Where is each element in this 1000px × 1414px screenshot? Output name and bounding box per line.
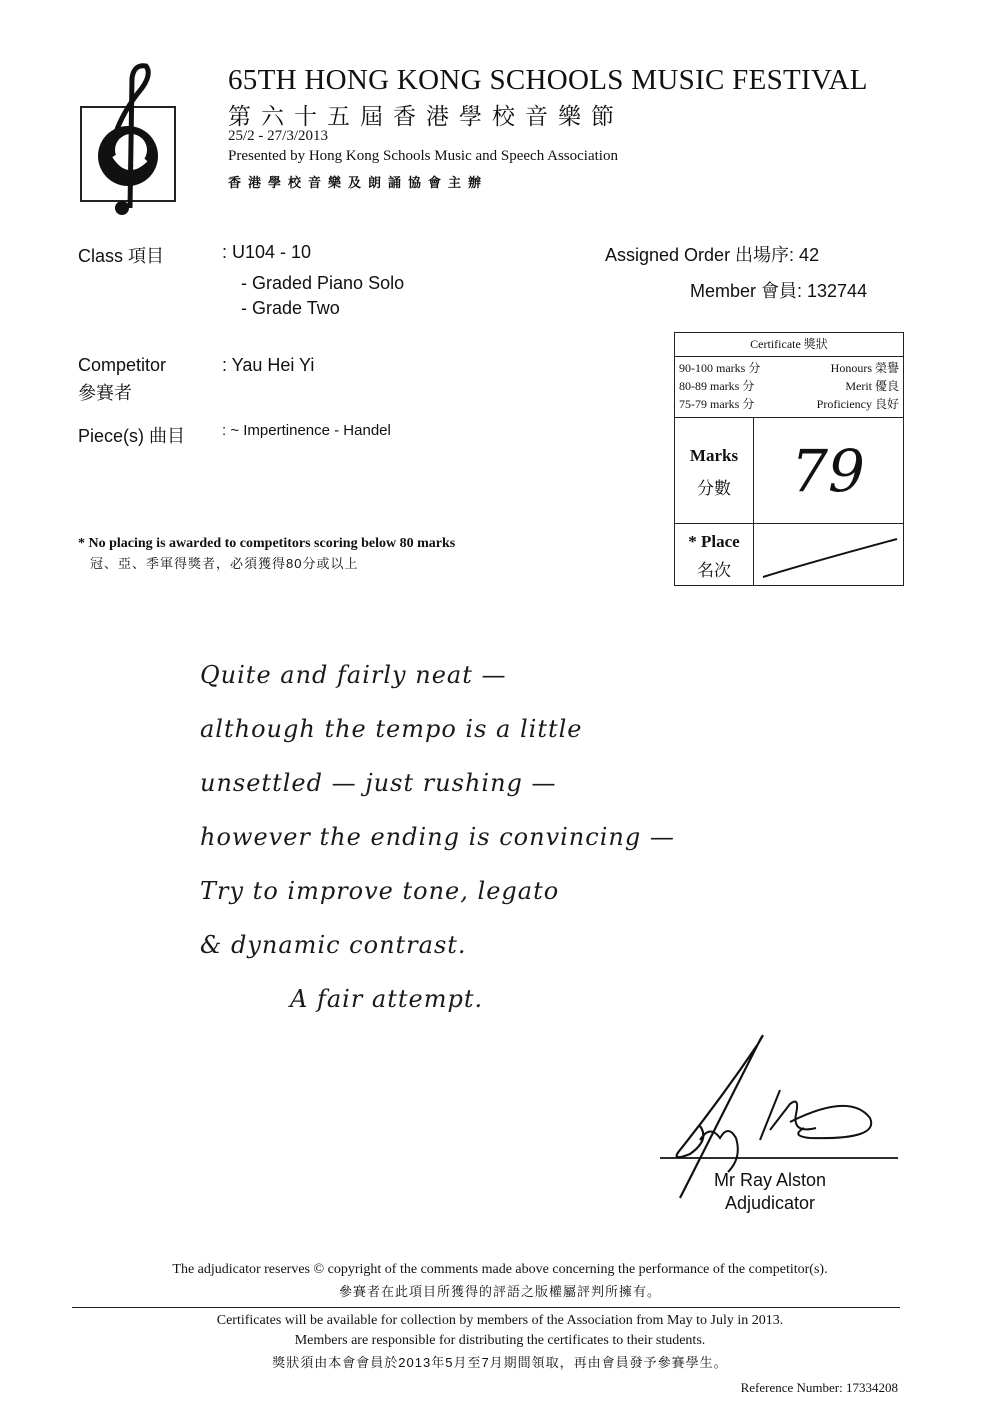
award-name: Proficiency 良好 — [816, 397, 899, 411]
piece-label: Piece(s) 曲目 — [78, 426, 186, 446]
comment-line: Quite and fairly neat — — [200, 661, 507, 689]
comment-line: although the tempo is a little — [200, 715, 583, 743]
footer-divider — [72, 1307, 900, 1308]
comment-line: unsettled — just rushing — — [200, 769, 557, 797]
adjudicator-comments — [200, 648, 760, 1026]
certificates-note-2: Members are responsible for distributing the certificates to their students. — [294, 1333, 706, 1348]
marks-label-zh: 分數 — [697, 479, 731, 498]
class-description-2: - Grade Two — [241, 298, 340, 318]
certificates-note-1: Certificates will be available for collection by members of the Association from May to July in 2013. — [216, 1313, 784, 1328]
treble-clef-icon — [78, 58, 178, 218]
competitor-label-zh: 參賽者 — [78, 383, 132, 403]
placing-note: * No placing is awarded to competitors scoring below 80 marks — [78, 536, 456, 551]
competitor-label: Competitor — [78, 355, 167, 375]
class-value: : U104 - 10 — [222, 242, 312, 262]
marks-label: Marks — [689, 446, 739, 465]
place-label: * Place — [688, 532, 740, 551]
copyright-note-zh: 參賽者在此項目所獲得的評語之版權屬評判所擁有。 — [338, 1284, 661, 1299]
placing-note-zh: 冠、亞、季軍得獎者，必須獲得80分或以上 — [90, 556, 359, 571]
comment-line: Try to improve tone, legato — [200, 877, 560, 905]
piece-value: : ~ Impertinence - Handel — [222, 422, 391, 439]
award-name: Merit 優良 — [845, 379, 899, 393]
comment-line: however the ending is convincing — — [200, 823, 675, 851]
adjudicator-role: Adjudicator — [725, 1193, 816, 1213]
certificates-note-zh: 獎狀須由本會會員於2013年5月至7月期間領取，再由會員發予參賽學生。 — [272, 1355, 728, 1370]
adjudicator-name: Mr Ray Alston — [714, 1170, 827, 1190]
festival-dates: 25/2 - 27/3/2013 — [228, 128, 328, 144]
festival-logo — [78, 58, 178, 218]
class-description-1: - Graded Piano Solo — [241, 273, 405, 293]
marks-range: 75-79 marks 分 — [679, 397, 755, 411]
presented-by: Presented by Hong Kong Schools Music and Speech Association — [228, 148, 618, 164]
divider — [675, 417, 903, 418]
divider — [675, 523, 903, 524]
marks-value: 79 — [791, 437, 865, 505]
presented-by-zh: 香港學校音樂及朗誦協會主辦 — [228, 175, 489, 190]
copyright-note: The adjudicator reserves © copyright of the comments made above concerning the performance of the competitor(s). — [172, 1262, 828, 1277]
festival-title-zh: 第六十五屆香港學校音樂節 — [228, 103, 624, 129]
marks-range: 90-100 marks 分 — [679, 361, 761, 375]
reference-number: Reference Number: 17334208 — [740, 1380, 898, 1395]
place-strike-icon — [755, 533, 901, 583]
class-label: Class 項目 — [78, 246, 165, 266]
certificate-header: Certificate 獎狀 — [675, 333, 903, 357]
award-name: Honours 榮譽 — [830, 361, 899, 375]
member-number: Member 會員: 132744 — [690, 281, 868, 301]
certificate-table — [674, 332, 904, 586]
festival-title: 65TH HONG KONG SCHOOLS MUSIC FESTIVAL — [228, 64, 868, 96]
place-label-zh: 名次 — [697, 561, 731, 580]
competitor-value: : Yau Hei Yi — [222, 355, 315, 375]
comment-line: A fair attempt. — [290, 985, 484, 1013]
marks-range: 80-89 marks 分 — [679, 379, 755, 393]
assigned-order: Assigned Order 出場序: 42 — [605, 245, 820, 265]
comment-line: & dynamic contrast. — [200, 931, 467, 959]
